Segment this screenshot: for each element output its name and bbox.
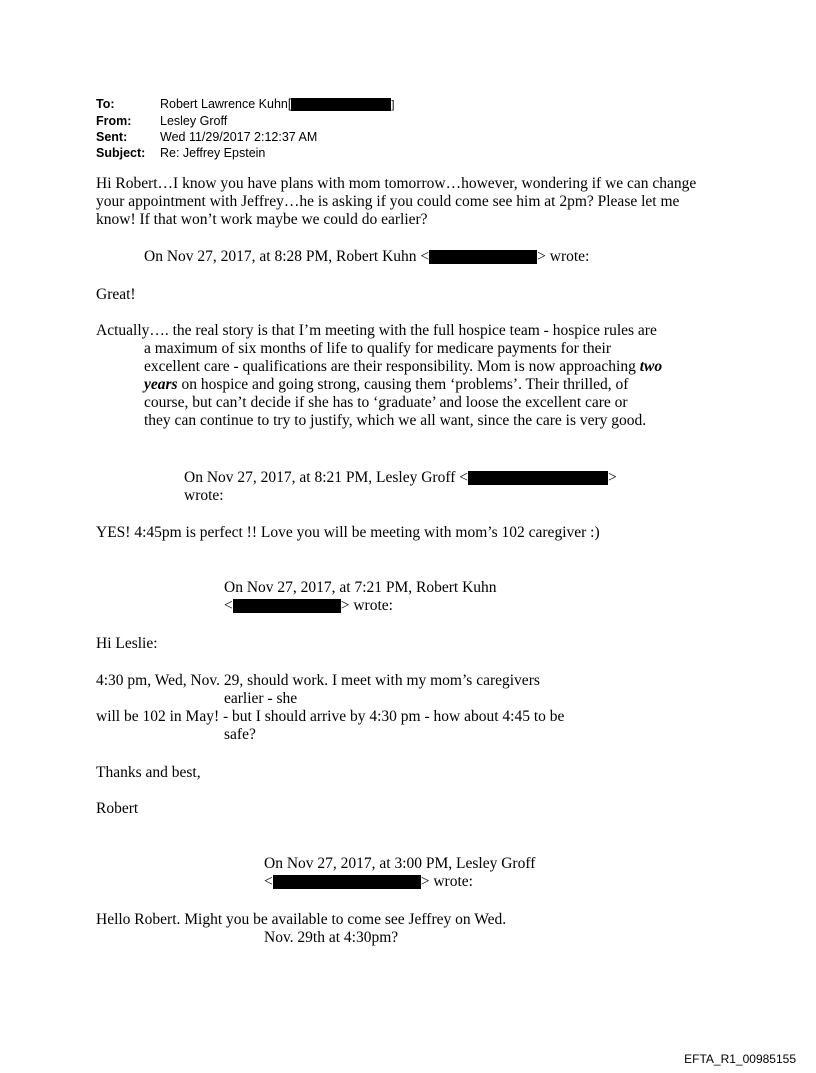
quote-line [264, 873, 535, 891]
quote-text: < [264, 873, 273, 890]
quote-text: < [224, 597, 233, 614]
quote-header-1 [144, 248, 589, 266]
to-name: Robert Lawrence Kuhn[ [160, 97, 292, 111]
redaction-box [273, 875, 421, 889]
hello-paragraph [96, 911, 506, 947]
body-line: will be 102 in May! - but I should arrive by 4:30 pm - how about 4:45 to be [96, 708, 565, 725]
subject-value: Re: Jeffrey Epstein [160, 146, 266, 160]
body-line: Hi Robert…I know you have plans with mom tomorrow…however, wondering if we can change [96, 175, 697, 192]
body-text: excellent care - qualifications are their responsibility. Mom is now approaching [144, 358, 636, 375]
quote-text: > wrote: [420, 873, 473, 890]
quote-line [184, 469, 617, 487]
body-text: on hospice and going strong, causing them ‘problems’. Their thrilled, of [181, 376, 629, 393]
actually-paragraph [96, 322, 662, 430]
emphasis-text: two [639, 358, 663, 375]
redaction-box [468, 471, 608, 485]
body-line: a maximum of six months of life to qualify for medicare payments for their [144, 340, 612, 357]
quote-text: On Nov 27, 2017, at 8:21 PM, Lesley Groff < [184, 469, 468, 486]
body-line: they can continue to try to justify, which we all want, since the care is very good. [144, 412, 647, 429]
quote-text: > [608, 469, 617, 486]
body-line: earlier - she [224, 690, 298, 707]
great-line: Great! [96, 286, 136, 303]
body-line: course, but can’t decide if she has to ‘graduate’ and loose the excellent care or [144, 394, 628, 411]
sent-value: Wed 11/29/2017 2:12:37 AM [160, 130, 318, 144]
signature: Robert [96, 800, 139, 817]
quote-line [224, 597, 497, 615]
body-line [96, 376, 662, 394]
body-line: your appointment with Jeffrey…he is asking if you could come see him at 2pm? Please let me [96, 193, 680, 210]
quote-text: > wrote: [537, 248, 590, 265]
message-intro [96, 175, 696, 229]
quote-header-3 [224, 579, 497, 615]
body-line: safe? [224, 726, 256, 743]
to-value: Robert Lawrence Kuhn[ ] [160, 97, 395, 111]
yes-line: YES! 4:45pm is perfect !! Love you will be meeting with mom’s 102 caregiver :) [96, 524, 600, 541]
sent-label: Sent: [96, 130, 128, 144]
quote-text: > wrote: [340, 597, 393, 614]
redaction-box [429, 250, 537, 264]
body-line [96, 358, 662, 376]
document-id: EFTA_R1_00985155 [684, 1052, 796, 1066]
subject-row [96, 145, 394, 161]
quote-line: On Nov 27, 2017, at 7:21 PM, Robert Kuhn [224, 579, 497, 596]
greeting-leslie: Hi Leslie: [96, 635, 158, 652]
quote-header-4 [264, 855, 535, 891]
body-line: Nov. 29th at 4:30pm? [264, 929, 399, 946]
quote-text: On Nov 27, 2017, at 8:28 PM, Robert Kuhn < [144, 248, 430, 265]
email-header [96, 96, 394, 161]
body-line: Actually…. the real story is that I’m meeting with the full hospice team - hospice rules are [96, 322, 657, 339]
reply-paragraph [96, 672, 564, 744]
from-label: From: [96, 114, 132, 128]
body-line: 4:30 pm, Wed, Nov. 29, should work. I meet with my mom’s caregivers [96, 672, 540, 689]
to-row [96, 96, 394, 113]
signoff: Thanks and best, [96, 764, 201, 781]
to-label: To: [96, 97, 115, 111]
from-row [96, 113, 394, 129]
from-value: Lesley Groff [160, 114, 228, 128]
subject-label: Subject: [96, 146, 146, 160]
sent-row [96, 129, 394, 145]
redaction-box [291, 98, 391, 111]
quote-header-2 [184, 469, 617, 505]
quote-line: On Nov 27, 2017, at 3:00 PM, Lesley Groff [264, 855, 536, 872]
body-line: know! If that won’t work maybe we could do earlier? [96, 211, 428, 228]
emphasis-text: years [144, 376, 178, 393]
quote-line: wrote: [184, 487, 224, 504]
redaction-box [233, 599, 341, 613]
body-line: Hello Robert. Might you be available to come see Jeffrey on Wed. [96, 911, 507, 928]
